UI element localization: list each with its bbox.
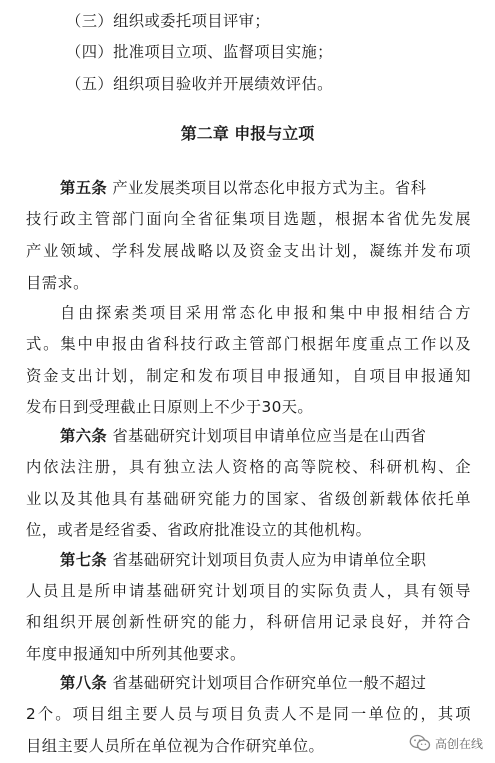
article-5-number: 第五条 bbox=[60, 179, 108, 197]
article-6-line-4: 位，或者是经省委、省政府批准设立的其他机构。 bbox=[26, 521, 372, 539]
article-7-line-3: 和组织开展创新性研究的能力，科研信用记录良好，并符合 bbox=[26, 613, 471, 631]
wechat-icon bbox=[409, 734, 431, 752]
article-7-number: 第七条 bbox=[60, 551, 108, 569]
article-6-line-2: 内依法注册，具有独立法人资格的高等院校、科研机构、企 bbox=[26, 458, 471, 476]
article-8-line-1 bbox=[60, 673, 471, 693]
article-5-line-3: 产业领域、学科发展战略以及资金支出计划，凝练并发布项 bbox=[26, 242, 471, 260]
article-5-para-2-line-3: 资金支出计划，制定和发布项目申报通知，自项目申报通知 bbox=[26, 367, 471, 385]
article-7-line-4: 年度申报通知中所列其他要求。 bbox=[26, 645, 246, 663]
article-5-para-2-line-2: 式。集中申报由省科技行政主管部门根据年度重点工作以及 bbox=[26, 335, 471, 353]
article-5-line-1 bbox=[60, 178, 471, 198]
article-7-line-1 bbox=[60, 550, 471, 570]
list-item-3: （三）组织或委托项目评审； bbox=[66, 12, 271, 30]
article-5-line-4: 目需求。 bbox=[26, 274, 89, 292]
article-8-line-2: 2个。项目组主要人员与项目负责人不是同一单位的，其项 bbox=[26, 705, 471, 723]
article-5-text-1: 产业发展类项目以常态化申报方式为主。省科 bbox=[112, 179, 427, 197]
article-6-text-1: 省基础研究计划项目申请单位应当是在山西省 bbox=[112, 427, 427, 445]
article-7-line-2: 人员且是所申请基础研究计划项目的实际负责人，具有领导 bbox=[26, 582, 471, 600]
article-6-line-1 bbox=[60, 426, 471, 446]
article-8-text-1: 省基础研究计划项目合作研究单位一般不超过 bbox=[112, 674, 427, 692]
article-8-line-3: 目组主要人员所在单位视为合作研究单位。 bbox=[26, 737, 325, 755]
article-7-text-1: 省基础研究计划项目负责人应为申请单位全职 bbox=[112, 551, 427, 569]
article-8-number: 第八条 bbox=[60, 674, 108, 692]
watermark-text: 高创在线 bbox=[434, 736, 483, 751]
article-6-number: 第六条 bbox=[60, 427, 108, 445]
list-item-4: （四）批准项目立项、监督项目实施； bbox=[66, 43, 333, 61]
watermark bbox=[409, 731, 483, 755]
article-6-line-3: 业以及其他具有基础研究能力的国家、省级创新载体依托单 bbox=[26, 490, 471, 508]
chapter-title: 第二章 申报与立项 bbox=[180, 124, 315, 143]
article-5-line-2: 技行政主管部门面向全省征集项目选题，根据本省优先发展 bbox=[26, 210, 471, 228]
article-5-para-2-line-1: 自由探索类项目采用常态化申报和集中申报相结合方 bbox=[60, 304, 471, 322]
list-item-5: （五）组织项目验收并开展绩效评估。 bbox=[66, 75, 333, 93]
article-5-para-2-line-4: 发布日到受理截止日原则上不少于30天。 bbox=[26, 398, 314, 416]
